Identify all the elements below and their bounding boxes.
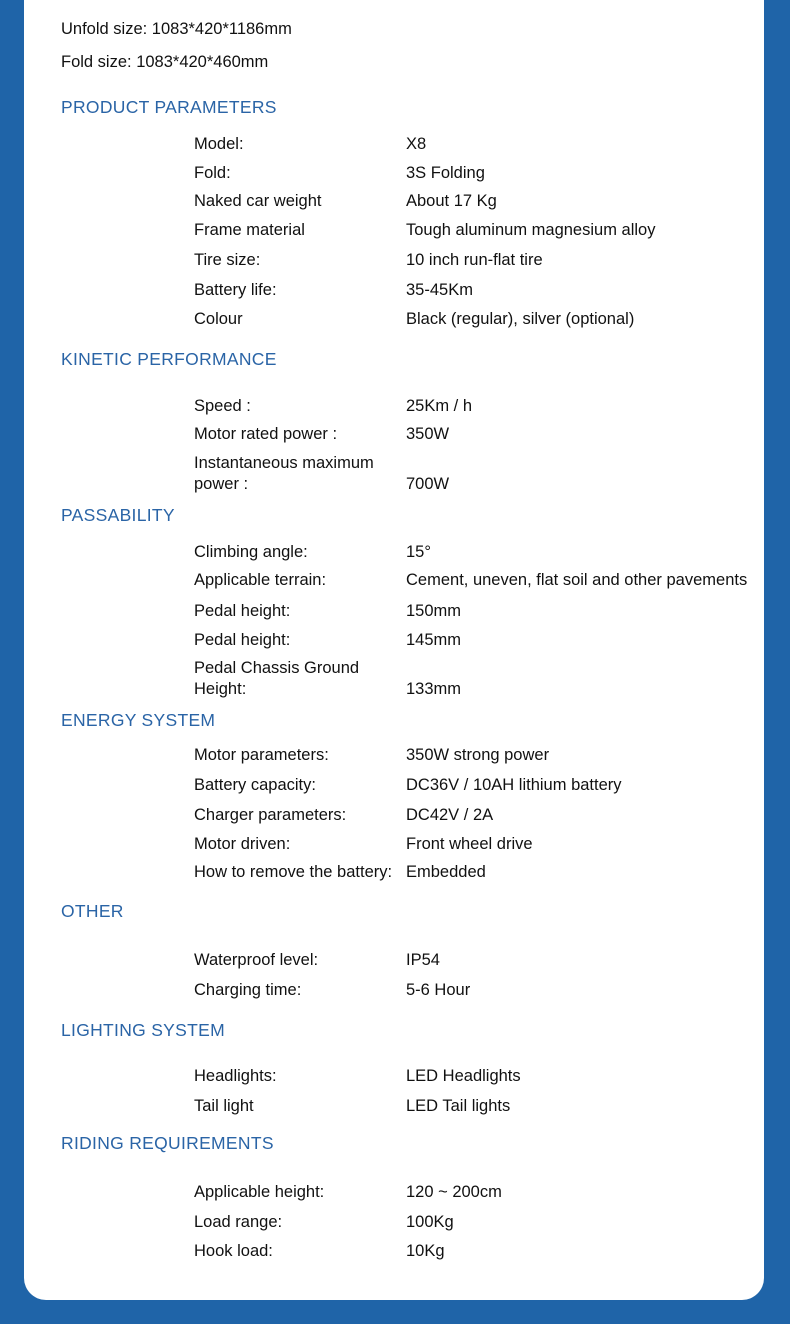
spec-value: Front wheel drive bbox=[406, 835, 533, 853]
section-title-product-parameters: PRODUCT PARAMETERS bbox=[61, 97, 277, 117]
spec-card bbox=[24, 0, 764, 1300]
fold-size-text: Fold size: 1083*420*460mm bbox=[61, 53, 269, 71]
spec-label: Instantaneous maximum bbox=[194, 454, 374, 472]
spec-label: Climbing angle: bbox=[194, 543, 308, 561]
spec-label: How to remove the battery: bbox=[194, 863, 393, 881]
spec-value: 145mm bbox=[406, 631, 462, 649]
spec-value: Black (regular), silver (optional) bbox=[406, 310, 635, 328]
spec-value: Cement, uneven, flat soil and other pavements bbox=[406, 571, 748, 589]
spec-label: Charger parameters: bbox=[194, 806, 347, 824]
spec-value: LED Headlights bbox=[406, 1067, 521, 1085]
section-title-lighting-system: LIGHTING SYSTEM bbox=[61, 1020, 225, 1040]
section-title-other: OTHER bbox=[61, 901, 124, 921]
spec-value: 350W strong power bbox=[406, 746, 550, 764]
unfold-size-text: Unfold size: 1083*420*1186mm bbox=[61, 20, 292, 38]
spec-label: Battery capacity: bbox=[194, 776, 316, 794]
spec-label: Model: bbox=[194, 135, 244, 153]
spec-value: 10 inch run-flat tire bbox=[406, 251, 543, 269]
spec-value: About 17 Kg bbox=[406, 192, 497, 210]
spec-value: Tough aluminum magnesium alloy bbox=[406, 221, 656, 239]
spec-value: 133mm bbox=[406, 680, 462, 698]
spec-label: Headlights: bbox=[194, 1067, 277, 1085]
spec-label: Battery life: bbox=[194, 281, 277, 299]
spec-value: 35-45Km bbox=[406, 281, 473, 299]
spec-label: Waterproof level: bbox=[194, 951, 319, 969]
spec-label: Motor parameters: bbox=[194, 746, 329, 764]
spec-label: Hook load: bbox=[194, 1242, 273, 1260]
spec-label: Motor driven: bbox=[194, 835, 291, 853]
section-title-energy-system: ENERGY SYSTEM bbox=[61, 710, 216, 730]
spec-label: Tire size: bbox=[194, 251, 261, 269]
spec-value: DC42V / 2A bbox=[406, 806, 494, 824]
spec-value: 15° bbox=[406, 543, 431, 561]
spec-label-continued: Height: bbox=[194, 680, 247, 698]
spec-label: Tail light bbox=[194, 1097, 254, 1115]
spec-label: Pedal Chassis Ground bbox=[194, 659, 360, 677]
section-title-kinetic-performance: KINETIC PERFORMANCE bbox=[61, 349, 277, 369]
spec-label: Applicable terrain: bbox=[194, 571, 327, 589]
spec-value: DC36V / 10AH lithium battery bbox=[406, 776, 622, 794]
spec-label: Frame material bbox=[194, 221, 305, 239]
spec-label: Pedal height: bbox=[194, 631, 291, 649]
spec-label: Charging time: bbox=[194, 981, 302, 999]
spec-value: 350W bbox=[406, 425, 450, 443]
section-title-riding-requirements: RIDING REQUIREMENTS bbox=[61, 1133, 274, 1153]
spec-label: Speed : bbox=[194, 397, 251, 415]
spec-value: 10Kg bbox=[406, 1242, 445, 1260]
spec-value: Embedded bbox=[406, 863, 486, 881]
spec-label: Applicable height: bbox=[194, 1183, 325, 1201]
spec-label: Fold: bbox=[194, 164, 231, 182]
spec-value: 150mm bbox=[406, 602, 462, 620]
spec-value: LED Tail lights bbox=[406, 1097, 511, 1115]
spec-value: X8 bbox=[406, 135, 427, 153]
spec-value: 5-6 Hour bbox=[406, 981, 471, 999]
spec-label: Motor rated power : bbox=[194, 425, 338, 443]
spec-value: 3S Folding bbox=[406, 164, 485, 182]
spec-label: Naked car weight bbox=[194, 192, 322, 210]
spec-label: Colour bbox=[194, 310, 243, 328]
spec-label-continued: power : bbox=[194, 475, 249, 493]
spec-value: 120 ~ 200cm bbox=[406, 1183, 502, 1201]
spec-label: Pedal height: bbox=[194, 602, 291, 620]
spec-value: 100Kg bbox=[406, 1213, 454, 1231]
spec-value: IP54 bbox=[406, 951, 440, 969]
spec-value: 700W bbox=[406, 475, 450, 493]
spec-value: 25Km / h bbox=[406, 397, 473, 415]
spec-label: Load range: bbox=[194, 1213, 283, 1231]
section-title-passability: PASSABILITY bbox=[61, 505, 175, 525]
